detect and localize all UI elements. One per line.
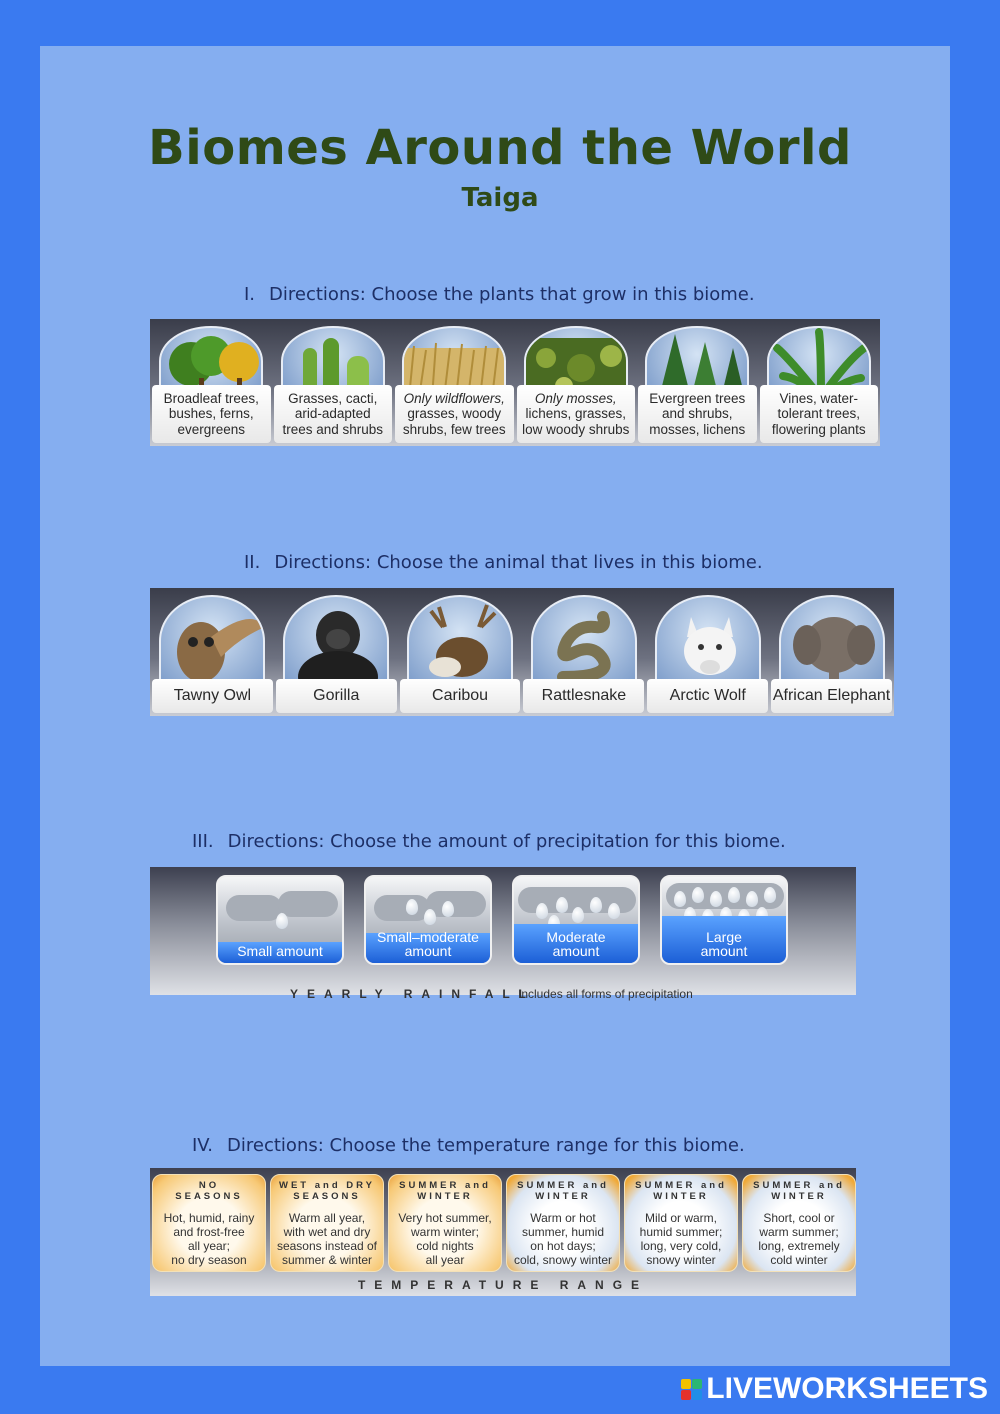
- animal-label: Rattlesnake: [523, 679, 644, 713]
- temperature-caption: TEMPERATURE RANGE: [357, 1278, 649, 1292]
- rainfall-option-label: Small amount: [237, 943, 323, 960]
- temperature-option-heading: SUMMER and WINTER: [635, 1180, 727, 1203]
- cloud-icon: [278, 891, 338, 917]
- raindrop-icon: [442, 901, 454, 917]
- temperature-option-description: Hot, humid, rainy and frost-free all year; no dry season: [163, 1211, 255, 1268]
- raindrop-icon: [710, 891, 722, 907]
- precipitation-choice-strip: [150, 867, 856, 1001]
- temperature-option-heading: NO SEASONS: [175, 1180, 243, 1203]
- rainfall-option-moderate[interactable]: [512, 875, 640, 965]
- temperature-option-heading: SUMMER and WINTER: [753, 1180, 845, 1203]
- section-2-directions: [244, 552, 763, 573]
- raindrop-icon: [536, 903, 548, 919]
- liveworksheets-logo[interactable]: [681, 1372, 988, 1406]
- raindrop-icon: [572, 907, 584, 923]
- plant-option-2[interactable]: [274, 322, 393, 443]
- gorilla-icon: [283, 595, 389, 687]
- raindrop-icon: [424, 909, 436, 925]
- raindrop-icon: [746, 891, 758, 907]
- rainfall-caption-note: Includes all forms of precipitation: [518, 987, 693, 1001]
- section-number: IV.: [192, 1135, 214, 1156]
- elephant-icon: [779, 595, 885, 687]
- raindrop-icon: [692, 887, 704, 903]
- directions-text: Directions: Choose the animal that lives in this biome.: [274, 552, 763, 573]
- temperature-option-2[interactable]: [270, 1174, 384, 1272]
- logo-square: [692, 1379, 702, 1389]
- directions-text: Directions: Choose the amount of precipitation for this biome.: [227, 831, 786, 852]
- temperature-option-description: Warm or hot summer, humid on hot days; cold, snowy winter: [513, 1211, 613, 1268]
- plant-option-6[interactable]: [760, 322, 879, 443]
- rainfall-option-small-moderate[interactable]: [364, 875, 492, 965]
- raindrop-icon: [674, 891, 686, 907]
- logo-text: LIVEWORKSHEETS: [706, 1372, 988, 1405]
- temperature-choice-strip: [150, 1168, 856, 1296]
- animal-option-3[interactable]: [400, 591, 521, 713]
- animal-label: African Elephant: [771, 679, 892, 713]
- raindrop-icon: [590, 897, 602, 913]
- raindrop-icon: [728, 887, 740, 903]
- plants-choice-strip: [150, 319, 880, 446]
- animal-option-6[interactable]: [771, 591, 892, 713]
- section-number: II.: [244, 552, 261, 573]
- plant-option-4[interactable]: [517, 322, 636, 443]
- section-3-directions: [192, 831, 786, 852]
- temperature-option-6[interactable]: [742, 1174, 856, 1272]
- temperature-option-3[interactable]: [388, 1174, 502, 1272]
- animal-label: Gorilla: [276, 679, 397, 713]
- rainfall-option-label: Large amount: [700, 928, 748, 960]
- logo-mark-icon: [681, 1379, 702, 1400]
- section-number: I.: [244, 284, 256, 305]
- animal-option-1[interactable]: [152, 591, 273, 713]
- wolf-icon: [655, 595, 761, 687]
- rainfall-caption-title: YEARLY RAINFALL: [290, 987, 536, 1001]
- plant-option-label: Only mosses, lichens, grasses, low woody shrubs: [517, 385, 636, 443]
- directions-text: Directions: Choose the plants that grow in this biome.: [269, 284, 755, 305]
- cloud-icon: [226, 895, 282, 921]
- temperature-option-heading: SUMMER and WINTER: [517, 1180, 609, 1203]
- section-number: III.: [192, 831, 214, 852]
- section-1-directions: [244, 284, 755, 305]
- animal-option-5[interactable]: [647, 591, 768, 713]
- rainfall-option-large[interactable]: [660, 875, 788, 965]
- temperature-option-heading: WET and DRY SEASONS: [279, 1180, 375, 1203]
- plant-option-3[interactable]: [395, 322, 514, 443]
- logo-square: [681, 1390, 691, 1400]
- plant-option-5[interactable]: [638, 322, 757, 443]
- plant-option-label: Grasses, cacti, arid-adapted trees and shrubs: [274, 385, 393, 443]
- animal-label: Arctic Wolf: [647, 679, 768, 713]
- raindrop-icon: [406, 899, 418, 915]
- animal-option-2[interactable]: [276, 591, 397, 713]
- temperature-option-4[interactable]: [506, 1174, 620, 1272]
- rainfall-option-small[interactable]: [216, 875, 344, 965]
- temperature-option-description: Mild or warm, humid summer; long, very cold, snowy winter: [639, 1211, 723, 1268]
- plant-option-1[interactable]: [152, 322, 271, 443]
- animal-label: Caribou: [400, 679, 521, 713]
- temperature-option-description: Short, cool or warm summer; long, extremely cold winter: [758, 1211, 840, 1268]
- rainfall-option-label: Small–moderate amount: [377, 928, 479, 960]
- section-4-directions: [192, 1135, 745, 1156]
- plant-option-label: Broadleaf trees, bushes, ferns, evergreens: [152, 385, 271, 443]
- plant-option-label: Vines, water- tolerant trees, flowering plants: [760, 385, 879, 443]
- cloud-icon: [374, 895, 430, 921]
- animals-choice-strip: [150, 588, 894, 716]
- page-title: Biomes Around the World: [148, 120, 852, 176]
- raindrop-icon: [556, 897, 568, 913]
- snake-icon: [531, 595, 637, 687]
- temperature-option-5[interactable]: [624, 1174, 738, 1272]
- logo-square: [692, 1390, 702, 1400]
- raindrop-icon: [276, 913, 288, 929]
- owl-icon: [159, 595, 265, 687]
- caribou-icon: [407, 595, 513, 687]
- temperature-option-1[interactable]: [152, 1174, 266, 1272]
- temperature-option-heading: SUMMER and WINTER: [399, 1180, 491, 1203]
- directions-text: Directions: Choose the temperature range for this biome.: [227, 1135, 745, 1156]
- temperature-option-description: Warm all year, with wet and dry seasons instead of summer & winter: [276, 1211, 378, 1268]
- animal-label: Tawny Owl: [152, 679, 273, 713]
- page-subtitle: Taiga: [461, 183, 539, 213]
- raindrop-icon: [608, 903, 620, 919]
- animal-option-4[interactable]: [523, 591, 644, 713]
- temperature-option-description: Very hot summer, warm winter; cold nights all year: [398, 1211, 492, 1268]
- logo-square: [681, 1379, 691, 1389]
- rainfall-option-label: Moderate amount: [546, 928, 606, 960]
- plant-option-label: Evergreen trees and shrubs, mosses, lichens: [638, 385, 757, 443]
- plant-option-label: Only wildflowers, grasses, woody shrubs, few trees: [395, 385, 514, 443]
- raindrop-icon: [764, 887, 776, 903]
